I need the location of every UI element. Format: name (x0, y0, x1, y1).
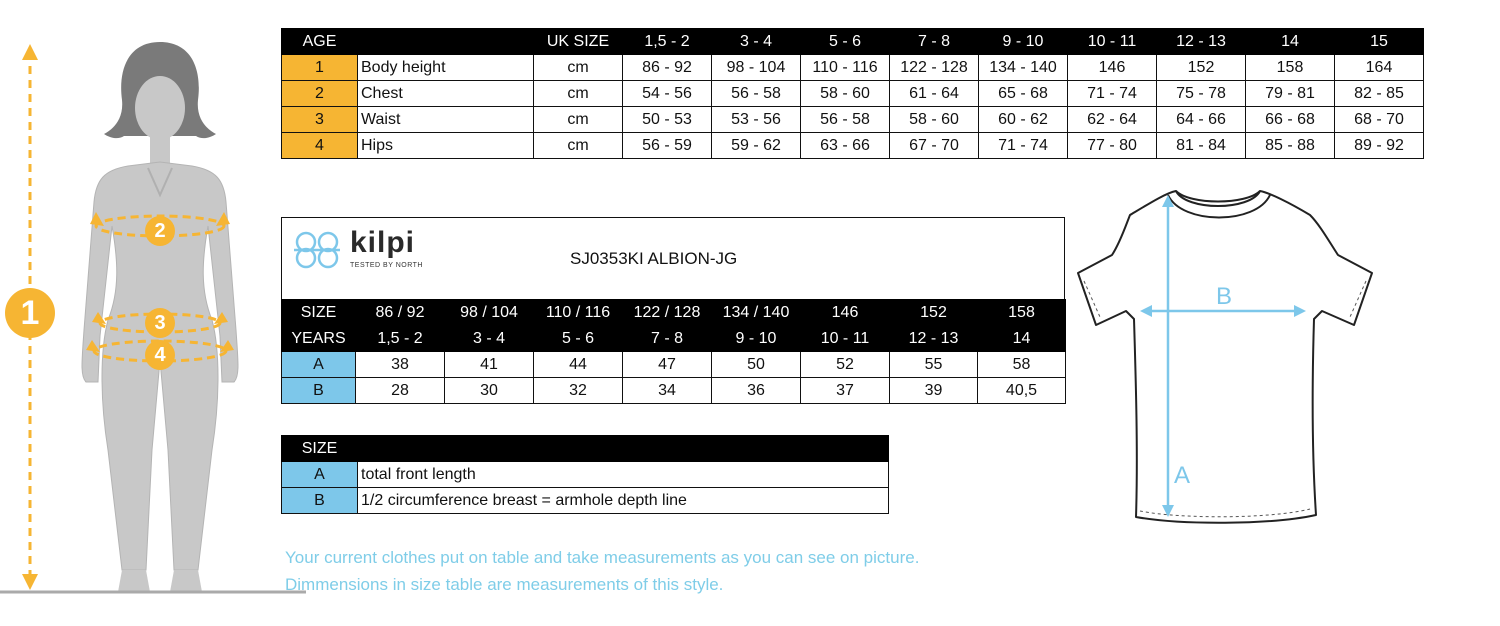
header-cell: 9 - 10 (979, 29, 1068, 55)
value-cell: 79 - 81 (1246, 81, 1335, 107)
row-label: A (282, 462, 358, 488)
brand-name: kilpi (350, 226, 416, 259)
header-cell: YEARS (282, 326, 356, 352)
value-cell: 85 - 88 (1246, 133, 1335, 159)
header-cell: 14 (1246, 29, 1335, 55)
header-cell: 5 - 6 (534, 326, 623, 352)
header-cell: 10 - 11 (1068, 29, 1157, 55)
header-cell: 86 / 92 (356, 300, 445, 326)
value-cell: 52 (801, 352, 890, 378)
value-cell: 58 (978, 352, 1066, 378)
header-cell: 158 (978, 300, 1066, 326)
value-cell: 40,5 (978, 378, 1066, 404)
header-cell: 15 (1335, 29, 1424, 55)
value-cell: 53 - 56 (712, 107, 801, 133)
header-cell (358, 29, 534, 55)
product-header (281, 217, 1065, 299)
row-number: 2 (282, 81, 358, 107)
header-cell: 10 - 11 (801, 326, 890, 352)
value-cell: 28 (356, 378, 445, 404)
unit-cell: cm (534, 81, 623, 107)
knot-icon (290, 228, 344, 272)
value-cell: 50 - 53 (623, 107, 712, 133)
value-cell: 34 (623, 378, 712, 404)
row-label: A (282, 352, 356, 378)
body-size-table (281, 28, 1424, 159)
value-cell: 98 - 104 (712, 55, 801, 81)
table-row (282, 352, 1066, 378)
value-cell: 158 (1246, 55, 1335, 81)
unit-cell: cm (534, 55, 623, 81)
tshirt-diagram (1070, 185, 1380, 535)
body-size-header-row (282, 29, 1424, 55)
value-cell: 61 - 64 (890, 81, 979, 107)
value-cell: 68 - 70 (1335, 107, 1424, 133)
header-cell: AGE (282, 29, 358, 55)
row-label: Chest (358, 81, 534, 107)
header-cell: 134 / 140 (712, 300, 801, 326)
product-size-row (282, 300, 1066, 326)
product-years-row (282, 326, 1066, 352)
value-cell: 60 - 62 (979, 107, 1068, 133)
header-cell: 14 (978, 326, 1066, 352)
row-description: 1/2 circumference breast = armhole depth line (358, 488, 889, 514)
row-label: B (282, 378, 356, 404)
header-cell: 122 / 128 (623, 300, 712, 326)
value-cell: 39 (890, 378, 978, 404)
product-size-table (281, 299, 1066, 404)
table-row (282, 488, 889, 514)
value-cell: 56 - 58 (712, 81, 801, 107)
brand-tagline: TESTED BY NORTH (350, 262, 423, 269)
value-cell: 56 - 59 (623, 133, 712, 159)
waist-marker: 3 (145, 308, 175, 338)
header-cell: 7 - 8 (890, 29, 979, 55)
value-cell: 54 - 56 (623, 81, 712, 107)
chest-marker: 2 (145, 216, 175, 246)
header-cell: 98 / 104 (445, 300, 534, 326)
value-cell: 66 - 68 (1246, 107, 1335, 133)
hips-marker: 4 (145, 340, 175, 370)
header-cell: 3 - 4 (712, 29, 801, 55)
value-cell: 32 (534, 378, 623, 404)
value-cell: 36 (712, 378, 801, 404)
note-line: Dimmensions in size table are measurements of this style. (285, 575, 724, 594)
header-cell: 5 - 6 (801, 29, 890, 55)
value-cell: 67 - 70 (890, 133, 979, 159)
header-cell: SIZE (282, 436, 358, 462)
row-label: B (282, 488, 358, 514)
table-row (282, 55, 1424, 81)
row-number: 1 (282, 55, 358, 81)
value-cell: 50 (712, 352, 801, 378)
value-cell: 56 - 58 (801, 107, 890, 133)
value-cell: 44 (534, 352, 623, 378)
value-cell: 65 - 68 (979, 81, 1068, 107)
table-row (282, 107, 1424, 133)
label-a: A (1174, 462, 1191, 489)
value-cell: 59 - 62 (712, 133, 801, 159)
header-cell: 12 - 13 (890, 326, 978, 352)
value-cell: 38 (356, 352, 445, 378)
legend-header-row (282, 436, 889, 462)
value-cell: 122 - 128 (890, 55, 979, 81)
value-cell: 82 - 85 (1335, 81, 1424, 107)
value-cell: 75 - 78 (1157, 81, 1246, 107)
table-row (282, 378, 1066, 404)
value-cell: 71 - 74 (1068, 81, 1157, 107)
header-cell: UK SIZE (534, 29, 623, 55)
height-marker: 1 (5, 288, 55, 338)
header-cell: 12 - 13 (1157, 29, 1246, 55)
value-cell: 146 (1068, 55, 1157, 81)
value-cell: 89 - 92 (1335, 133, 1424, 159)
header-cell: 9 - 10 (712, 326, 801, 352)
value-cell: 58 - 60 (801, 81, 890, 107)
label-b: B (1216, 283, 1233, 310)
header-cell: 1,5 - 2 (356, 326, 445, 352)
value-cell: 152 (1157, 55, 1246, 81)
value-cell: 134 - 140 (979, 55, 1068, 81)
unit-cell: cm (534, 133, 623, 159)
row-number: 4 (282, 133, 358, 159)
value-cell: 86 - 92 (623, 55, 712, 81)
header-cell (358, 436, 889, 462)
value-cell: 77 - 80 (1068, 133, 1157, 159)
legend-table (281, 435, 889, 514)
table-row (282, 462, 889, 488)
header-cell: 7 - 8 (623, 326, 712, 352)
product-code: SJ0353KI ALBION-JG (570, 249, 738, 268)
value-cell: 62 - 64 (1068, 107, 1157, 133)
value-cell: 64 - 66 (1157, 107, 1246, 133)
value-cell: 47 (623, 352, 712, 378)
header-cell: 110 / 116 (534, 300, 623, 326)
value-cell: 37 (801, 378, 890, 404)
header-cell: 152 (890, 300, 978, 326)
row-label: Waist (358, 107, 534, 133)
kilpi-logo (290, 228, 430, 278)
value-cell: 110 - 116 (801, 55, 890, 81)
note-line: Your current clothes put on table and take measurements as you can see on picture. (285, 548, 920, 567)
header-cell: 3 - 4 (445, 326, 534, 352)
row-number: 3 (282, 107, 358, 133)
table-row (282, 133, 1424, 159)
value-cell: 164 (1335, 55, 1424, 81)
row-description: total front length (358, 462, 889, 488)
unit-cell: cm (534, 107, 623, 133)
row-label: Hips (358, 133, 534, 159)
value-cell: 63 - 66 (801, 133, 890, 159)
value-cell: 71 - 74 (979, 133, 1068, 159)
header-cell: 146 (801, 300, 890, 326)
value-cell: 30 (445, 378, 534, 404)
value-cell: 41 (445, 352, 534, 378)
row-label: Body height (358, 55, 534, 81)
value-cell: 58 - 60 (890, 107, 979, 133)
header-cell: 1,5 - 2 (623, 29, 712, 55)
body-figure (0, 30, 310, 600)
value-cell: 55 (890, 352, 978, 378)
table-row (282, 81, 1424, 107)
header-cell: SIZE (282, 300, 356, 326)
value-cell: 81 - 84 (1157, 133, 1246, 159)
